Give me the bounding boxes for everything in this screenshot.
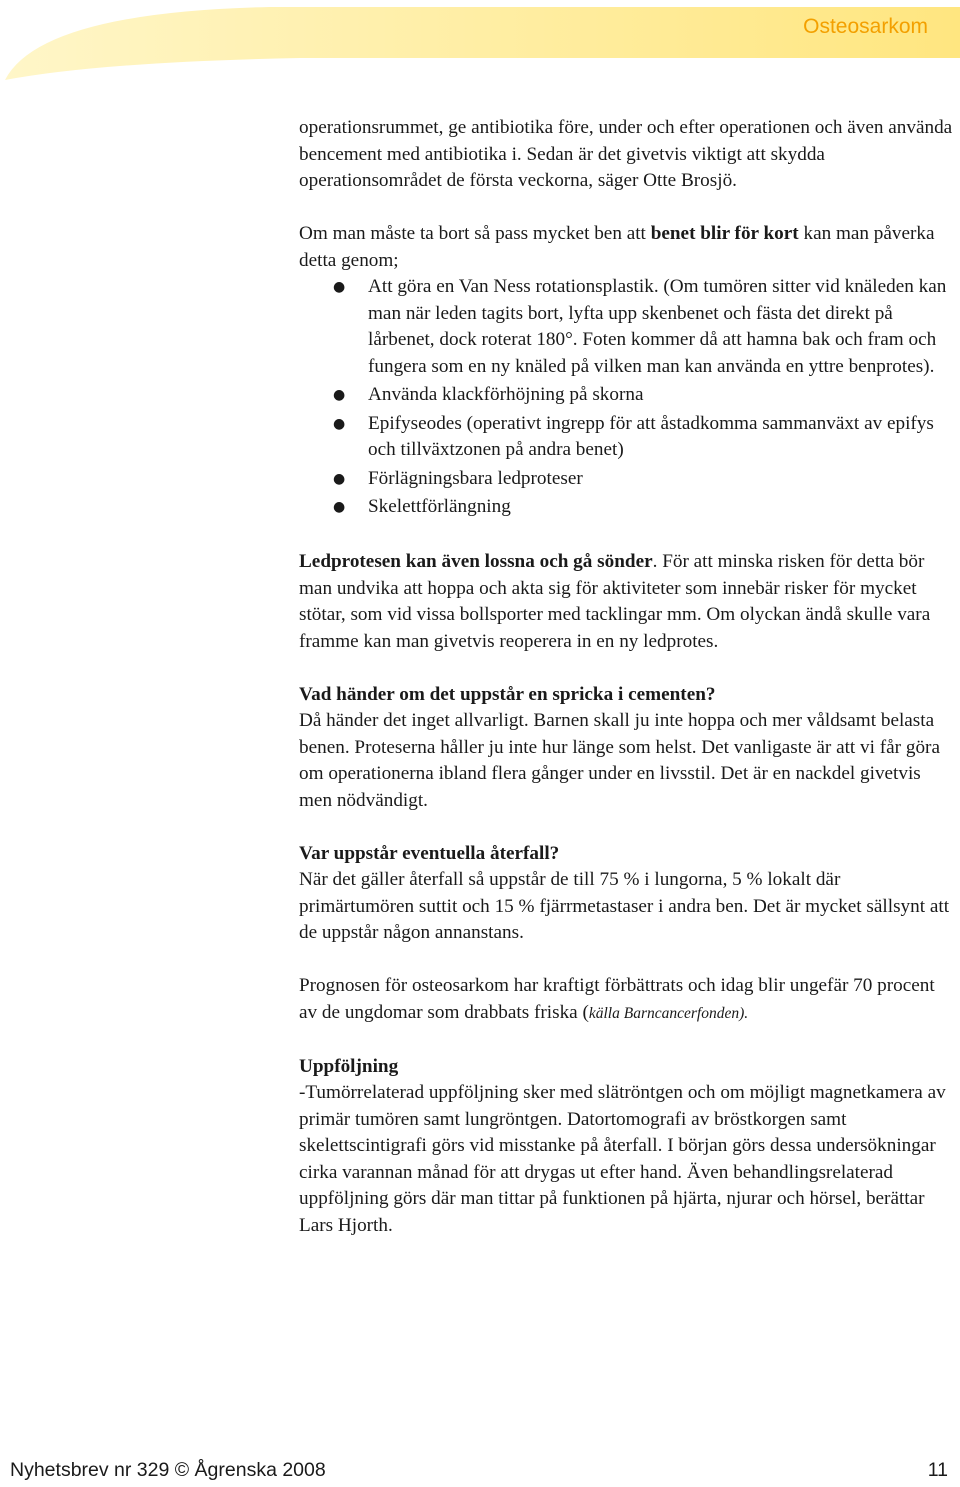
paragraph: Ledprotesen kan även lossna och gå sönder. För att minska risken för detta bör man undvika att hoppa och akta sig för aktiviteter som innebär risker för mycket stötar, som vid vissa bollsporter med tacklingar mm. Om olyckan ändå skulle vara framme kan man givetvis reoperera in en ny ledprotes.: [299, 551, 931, 652]
paragraph: -Tumörrelaterad uppföljning sker med slätröntgen och om möjligt magnetkamera av primär tumören samt lungröntgen. Datortomografi av bröstkorgen samt skelettscintigrafi görs vid misstanke på återfall. I början görs dessa undersökningar cirka varannan månad för att drygas ut efter hand. Även behandlingsrelaterad uppföljning görs där man tittar på funktionen på hjärta, njurar och hörsel, berättar Lars Hjorth.: [299, 1082, 946, 1236]
bullet-icon: ●: [333, 387, 346, 403]
list-item: ● Att göra en Van Ness rotationsplastik. (Om tumören sitter vid knäleden kan man när leden tagits bort, lyfta upp skenbenet och fästa det direkt på lårbenet, dock roterat 180°. Foten kommer då att hamna bak och fram och fungera som en ny knäled på vilken man kan använda en yttre benprotes).: [333, 276, 947, 377]
bullet-icon: ●: [333, 470, 346, 487]
list-item: ● Använda klackförhöjning på skorna: [299, 382, 955, 409]
section-heading: Var uppstår eventuella återfall?: [299, 842, 560, 864]
paragraph: Då händer det inget allvarligt. Barnen skall ju inte hoppa och mer våldsamt belasta benen. Proteserna håller ju inte hur länge som helst. Det vanligaste är att vi får göra om operationerna ibland flera gånger under en livsstil. Det är en nackdel givetvis men nödvändigt.: [299, 710, 940, 811]
section-heading: Uppföljning: [299, 1055, 399, 1077]
source-citation: källa Barncancerfonden).: [588, 1004, 749, 1022]
bullet-icon: ●: [333, 279, 346, 295]
bullet-list: [299, 274, 955, 521]
list-item: ● Skelettförlängning: [299, 494, 955, 521]
paragraph: När det gäller återfall så uppstår de till 75 % i lungorna, 5 % lokalt där primärtumören suttit och 15 % fjärrmetastaser i andra ben. Det är mycket sällsynt att de uppstår någon annanstans.: [299, 869, 950, 943]
page-number: 11: [927, 1459, 948, 1481]
footer-publication: Nyhetsbrev nr 329 © Ågrenska 2008: [10, 1459, 326, 1481]
paragraph: operationsrummet, ge antibiotika före, under och efter operationen och även använda bencement med antibiotika i. Sedan är det givetvis viktigt att skydda operationsområdet de första veckorna, säger Otte Brosjö.: [299, 117, 953, 191]
bullet-icon: ●: [333, 499, 346, 515]
list-item: ● Förlägningsbara ledproteser: [299, 466, 955, 493]
section-heading: Vad händer om det uppstår en spricka i cementen?: [299, 683, 716, 705]
paragraph: Prognosen för osteosarkom har kraftigt förbättrats och idag blir ungefär 70 procent av de ungdomar som drabbats friska (källa Barncancerfonden).: [299, 975, 935, 1023]
list-item: ● Epifyseodes (operativt ingrepp för att åstadkomma sammanväxt av epifys och tillväxtzonen på andra benet): [333, 412, 934, 460]
header-band: [0, 0, 960, 90]
bullet-icon: ●: [333, 415, 346, 432]
paragraph: Om man måste ta bort så pass mycket ben att benet blir för kort kan man påverka detta genom;: [299, 223, 935, 271]
article-body: [299, 115, 955, 1239]
header-title: Osteosarkom: [803, 15, 928, 38]
